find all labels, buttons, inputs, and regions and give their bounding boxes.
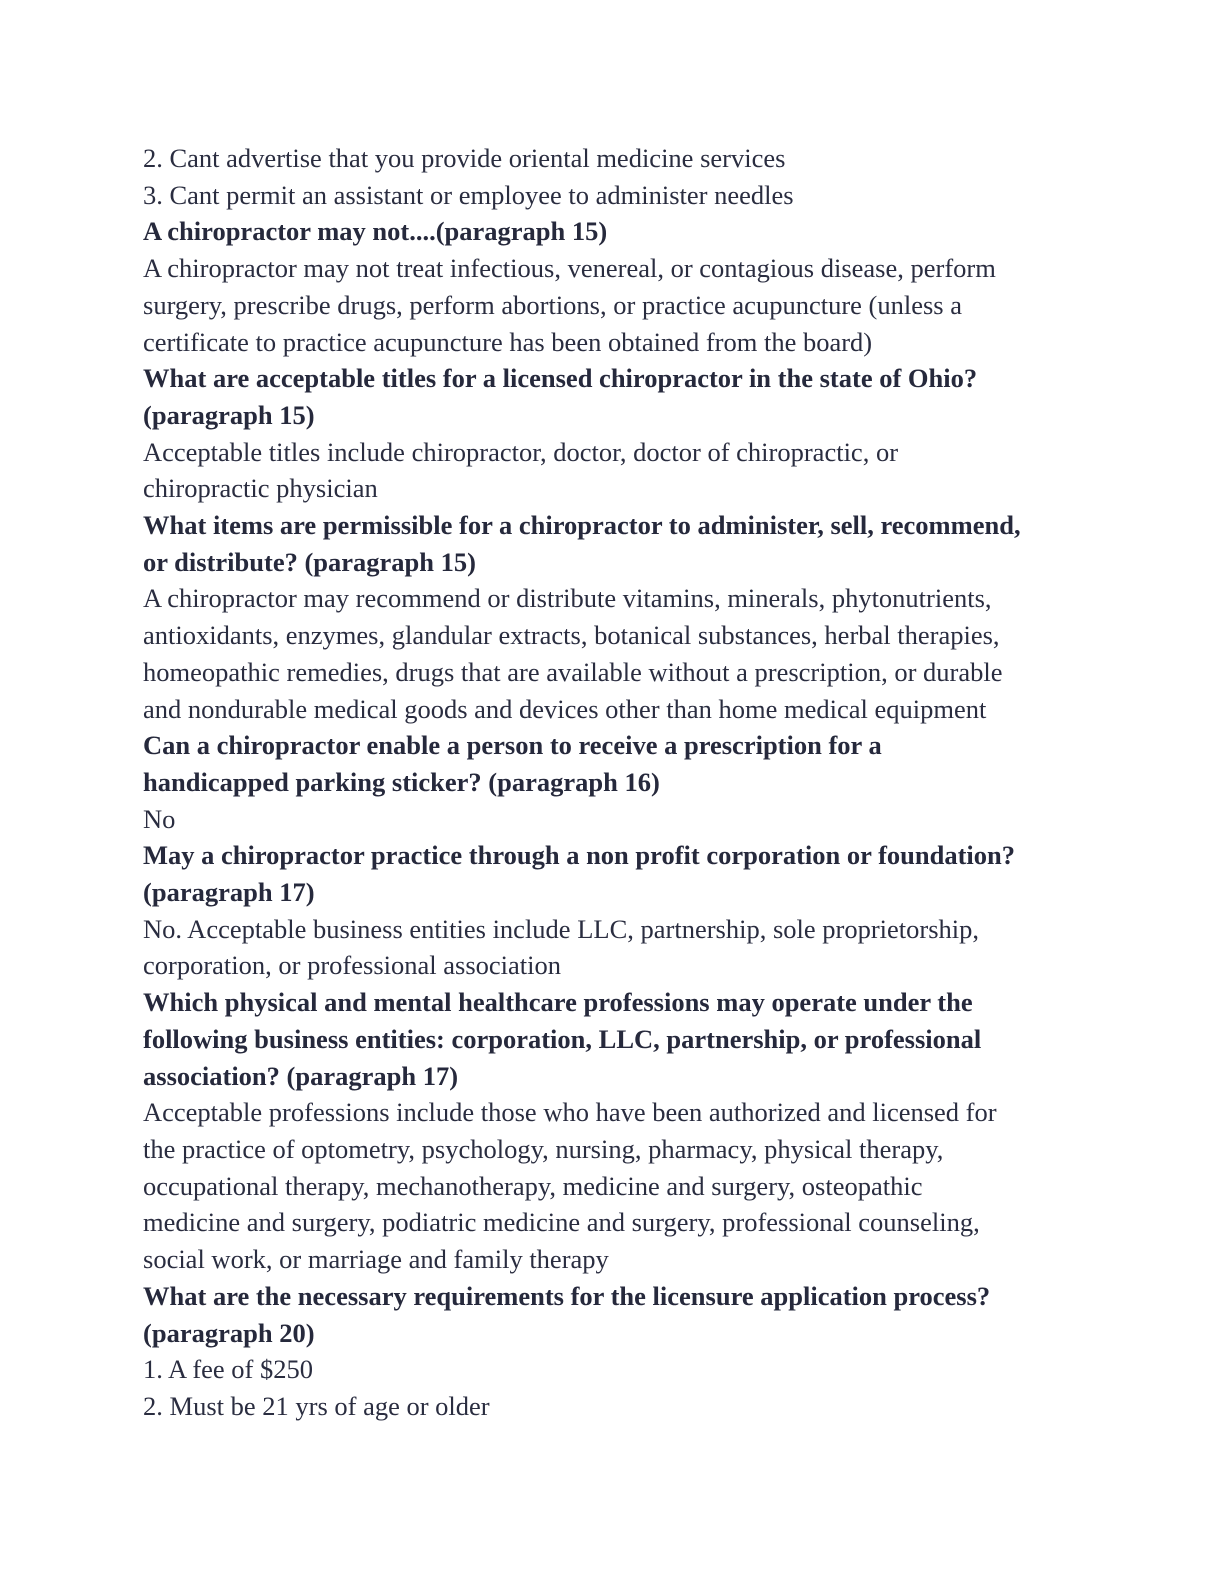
question-line: following business entities: corporation, LLC, partnership, or professional [143,1023,982,1054]
answer-line: 2. Cant advertise that you provide oriental medicine services [143,143,786,173]
answer-line: surgery, prescribe drugs, perform abortions, or practice acupuncture (unless a [143,289,962,320]
question-line: (paragraph 15) [143,399,315,430]
answer-line: and nondurable medical goods and devices other than home medical equipment [143,693,987,724]
answer-line: medicine and surgery, podiatric medicine and surgery, professional counseling, [143,1207,980,1238]
answer-line: Acceptable titles include chiropractor, doctor, doctor of chiropractic, or [143,436,899,467]
answer-line: 2. Must be 21 yrs of age or older [143,1390,490,1421]
document-page [143,140,1083,1425]
answer-line: Acceptable professions include those who have been authorized and licensed for [143,1097,997,1128]
answer-line: chiropractic physician [143,473,378,504]
question-line: handicapped parking sticker? (paragraph 16) [143,766,660,797]
question-line: A chiropractor may not....(paragraph 15) [143,216,608,247]
answer-line: 1. A fee of $250 [143,1354,314,1385]
answer-line: antioxidants, enzymes, glandular extracts, botanical substances, herbal therapies, [143,620,1000,651]
answer-line: 3. Cant permit an assistant or employee to administer needles [143,179,794,210]
question-line: May a chiropractor practice through a non profit corporation or foundation? [143,840,1016,871]
question-line: What items are permissible for a chiropractor to administer, sell, recommend, [143,510,1021,541]
answer-line: homeopathic remedies, drugs that are available without a prescription, or durable [143,656,1003,687]
answer-line: No [143,803,176,834]
answer-line: certificate to practice acupuncture has been obtained from the board) [143,326,873,357]
answer-line: social work, or marriage and family therapy [143,1244,609,1275]
answer-line: corporation, or professional association [143,950,561,981]
answer-line: A chiropractor may recommend or distribute vitamins, minerals, phytonutrients, [143,583,992,614]
question-line: or distribute? (paragraph 15) [143,546,476,577]
question-line: Which physical and mental healthcare professions may operate under the [143,987,973,1018]
question-line: (paragraph 20) [143,1317,315,1348]
question-line: What are the necessary requirements for the licensure application process? [143,1280,991,1311]
answer-line: occupational therapy, mechanotherapy, medicine and surgery, osteopathic [143,1170,923,1201]
question-line: association? (paragraph 17) [143,1060,459,1091]
answer-line: A chiropractor may not treat infectious, venereal, or contagious disease, perform [143,253,996,284]
question-line: What are acceptable titles for a licensed chiropractor in the state of Ohio? [143,363,978,394]
answer-line: the practice of optometry, psychology, nursing, pharmacy, physical therapy, [143,1133,944,1164]
question-line: Can a chiropractor enable a person to receive a prescription for a [143,730,882,761]
question-line: (paragraph 17) [143,877,315,908]
answer-line: No. Acceptable business entities include LLC, partnership, sole proprietorship, [143,913,980,944]
